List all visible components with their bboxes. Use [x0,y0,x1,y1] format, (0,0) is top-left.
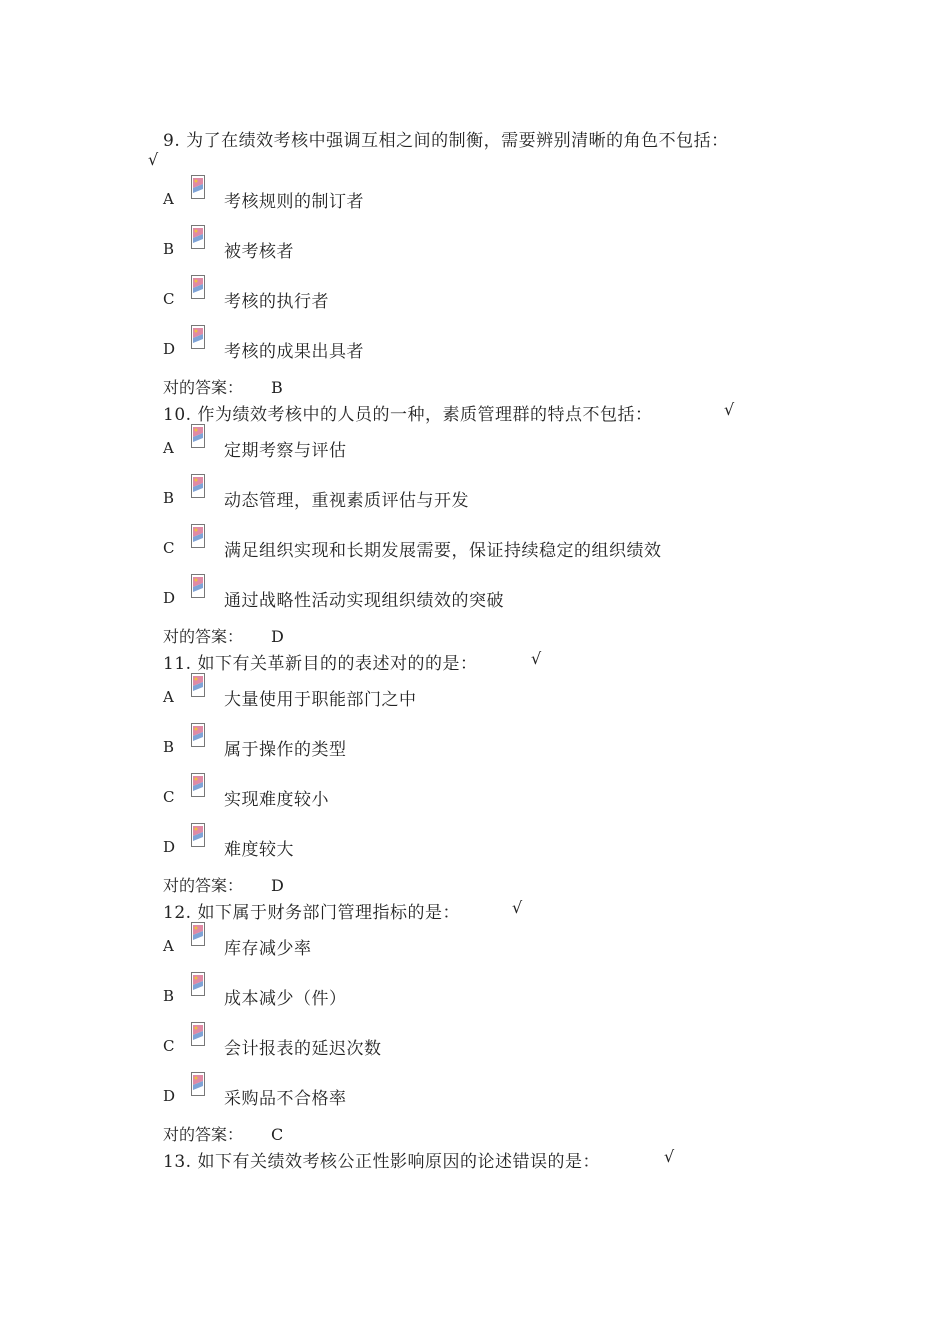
option-letter: D [163,340,176,358]
option-text: 定期考察与评估 [224,441,347,461]
option-text: 采购品不合格率 [224,1089,347,1109]
question-title: 9. 为了在绩效考核中强调互相之间的制衡，需要辨别清晰的角色不包括： [163,131,729,151]
option-letter: B [163,489,175,507]
option-radio-icon[interactable] [191,424,205,448]
check-mark: √ [512,898,523,917]
option-letter: B [163,240,175,258]
option-radio-icon[interactable] [191,673,205,697]
question-title: 11. 如下有关革新目的的表述对的的是： [163,654,478,674]
answer-value: C [271,1125,284,1144]
option-radio-icon[interactable] [191,474,205,498]
answer-value: D [271,627,284,646]
option-radio-icon[interactable] [191,1022,205,1046]
check-mark: √ [148,150,159,169]
option-letter: A [163,190,174,208]
option-radio-icon[interactable] [191,773,205,797]
option-radio-icon[interactable] [191,175,205,199]
option-letter: C [163,539,175,557]
option-text: 考核规则的制订者 [224,192,364,212]
option-radio-icon[interactable] [191,325,205,349]
option-letter: B [163,738,175,756]
correct-answer [163,1122,283,1145]
option-text: 难度较大 [224,840,294,860]
correct-answer [163,873,284,896]
correct-answer [163,624,284,647]
option-text: 属于操作的类型 [224,740,347,760]
option-text: 实现难度较小 [224,790,329,810]
option-letter: C [163,1037,175,1055]
correct-answer [163,375,283,398]
option-letter: B [163,987,175,1005]
option-text: 考核的执行者 [224,292,329,312]
check-mark: √ [664,1147,675,1166]
answer-label: 对的答案： [163,627,244,646]
question-title: 10. 作为绩效考核中的人员的一种，素质管理群的特点不包括： [163,405,653,425]
option-text: 大量使用于职能部门之中 [224,690,417,710]
check-mark: √ [724,400,735,419]
answer-label: 对的答案： [163,378,244,397]
option-letter: D [163,589,176,607]
question-title: 12. 如下属于财务部门管理指标的是： [163,903,460,923]
check-mark: √ [531,649,542,668]
answer-value: D [271,876,284,895]
option-text: 考核的成果出具者 [224,342,364,362]
answer-label: 对的答案： [163,1125,244,1144]
option-letter: C [163,290,175,308]
question-title: 13. 如下有关绩效考核公正性影响原因的论述错误的是： [163,1152,600,1172]
option-letter: A [163,439,174,457]
option-text: 被考核者 [224,242,294,262]
option-radio-icon[interactable] [191,225,205,249]
option-letter: D [163,1087,176,1105]
option-text: 会计报表的延迟次数 [224,1039,382,1059]
option-letter: A [163,937,174,955]
option-radio-icon[interactable] [191,823,205,847]
option-radio-icon[interactable] [191,1072,205,1096]
option-radio-icon[interactable] [191,723,205,747]
option-radio-icon[interactable] [191,574,205,598]
option-text: 满足组织实现和长期发展需要，保证持续稳定的组织绩效 [224,541,662,561]
option-radio-icon[interactable] [191,922,205,946]
option-letter: D [163,838,176,856]
option-text: 动态管理，重视素质评估与开发 [224,491,469,511]
option-text: 库存减少率 [224,939,312,959]
answer-value: B [271,378,283,397]
option-radio-icon[interactable] [191,275,205,299]
option-radio-icon[interactable] [191,972,205,996]
answer-label: 对的答案： [163,876,244,895]
option-text: 通过战略性活动实现组织绩效的突破 [224,591,504,611]
option-radio-icon[interactable] [191,524,205,548]
option-text: 成本减少（件） [224,989,347,1009]
option-letter: A [163,688,174,706]
option-letter: C [163,788,175,806]
